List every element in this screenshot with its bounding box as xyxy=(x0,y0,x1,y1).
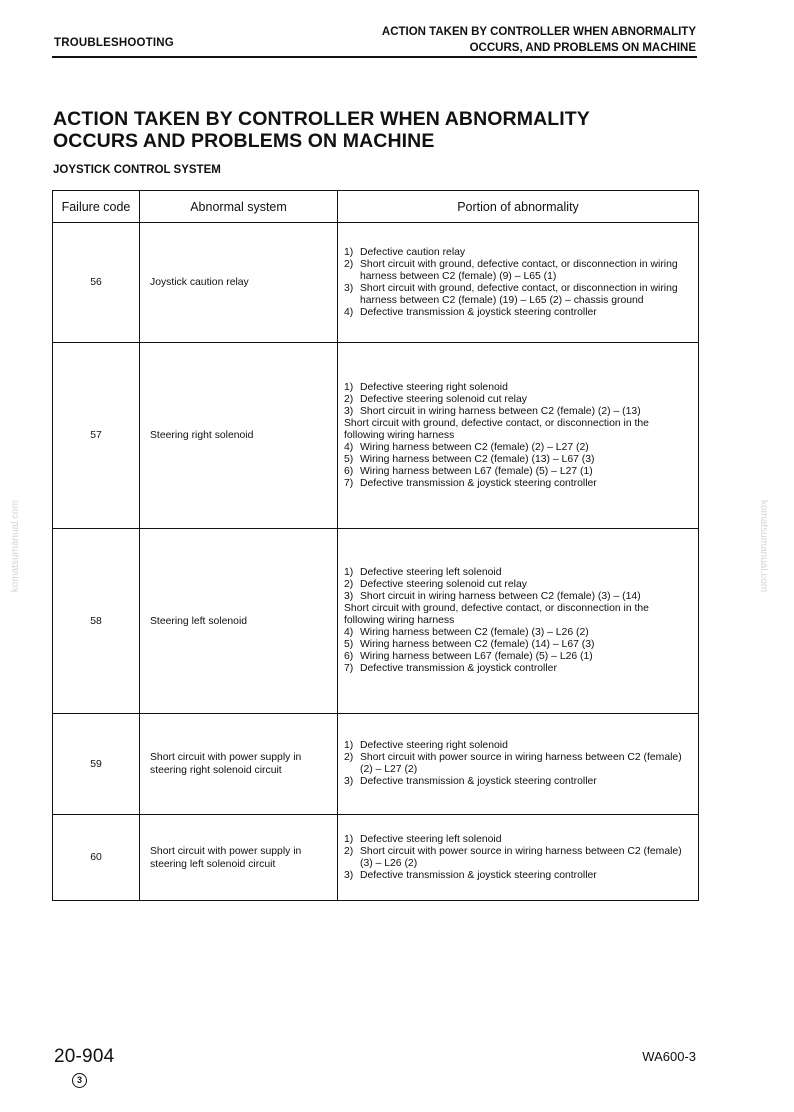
page-title xyxy=(53,108,590,152)
item-number: 4) xyxy=(344,627,354,638)
item-text: Defective caution relay xyxy=(360,246,466,258)
item-number: 6) xyxy=(344,465,354,477)
table-header-row xyxy=(53,191,699,223)
table-row xyxy=(53,343,699,529)
item-number: 1) xyxy=(344,833,354,845)
item-text: Defective steering right solenoid xyxy=(360,381,508,393)
abnormality-item xyxy=(344,567,690,579)
header-divider xyxy=(52,56,697,58)
portion-of-abnormality-cell xyxy=(338,343,699,529)
model-number: WA600-3 xyxy=(642,1049,696,1064)
abnormal-system-cell: Short circuit with power supply in steering right solenoid circuit xyxy=(140,714,338,815)
item-text: Wiring harness between C2 (female) (2) – L27 (2) xyxy=(360,441,589,453)
item-number: 2) xyxy=(344,845,354,857)
item-number: 2) xyxy=(344,579,354,590)
watermark-left: komatsumanual.com xyxy=(10,500,21,593)
abnormal-system-cell: Steering left solenoid xyxy=(140,529,338,714)
item-number: 1) xyxy=(344,246,354,258)
portion-of-abnormality-cell xyxy=(338,223,699,343)
item-number: 2) xyxy=(344,258,354,270)
portion-of-abnormality-cell xyxy=(338,529,699,714)
abnormality-item xyxy=(344,639,690,651)
abnormality-item xyxy=(344,591,690,603)
abnormality-item xyxy=(344,442,690,454)
header-title xyxy=(382,24,696,56)
item-number: 5) xyxy=(344,639,354,650)
page-title-line2: OCCURS AND PROBLEMS ON MACHINE xyxy=(53,130,435,152)
page-title-line1: ACTION TAKEN BY CONTROLLER WHEN ABNORMALITY xyxy=(53,108,590,130)
column-header-failure-code: Failure code xyxy=(53,191,140,223)
abnormality-note: Short circuit with ground, defective contact, or disconnection in the following wiring harness xyxy=(344,417,649,441)
abnormality-item xyxy=(344,259,690,283)
abnormality-item xyxy=(344,627,690,639)
abnormality-item xyxy=(344,478,690,490)
item-text: Defective transmission & joystick steering controller xyxy=(360,477,597,489)
item-text: Short circuit with power source in wiring harness between C2 (female) (2) – L27 (2) xyxy=(360,752,682,775)
item-text: Wiring harness between L67 (female) (5) – L26 (1) xyxy=(360,651,593,662)
item-text: Defective transmission & joystick steering controller xyxy=(360,306,597,318)
item-number: 5) xyxy=(344,453,354,465)
header-title-line2: OCCURS, AND PROBLEMS ON MACHINE xyxy=(469,42,696,54)
table-row xyxy=(53,815,699,901)
section-subtitle: JOYSTICK CONTROL SYSTEM xyxy=(53,164,221,176)
item-text: Defective transmission & joystick controller xyxy=(360,663,557,674)
header-title-line1: ACTION TAKEN BY CONTROLLER WHEN ABNORMALITY xyxy=(381,26,696,38)
abnormality-item xyxy=(344,752,690,776)
item-number: 1) xyxy=(344,381,354,393)
table-row xyxy=(53,714,699,815)
table-row xyxy=(53,223,699,343)
item-text: Short circuit with ground, defective contact, or disconnection in wiring harness between C2 (female) (19) – L65 (2) – chassis ground xyxy=(360,282,678,306)
item-number: 6) xyxy=(344,651,354,662)
abnormality-item xyxy=(344,579,690,591)
abnormality-item xyxy=(344,307,690,319)
item-text: Short circuit in wiring harness between C2 (female) (2) – (13) xyxy=(360,405,641,417)
item-text: Short circuit in wiring harness between C2 (female) (3) – (14) xyxy=(360,591,641,602)
item-number: 4) xyxy=(344,306,354,318)
item-number: 2) xyxy=(344,752,354,763)
item-text: Defective steering solenoid cut relay xyxy=(360,393,527,405)
column-header-portion: Portion of abnormality xyxy=(338,191,699,223)
item-number: 3) xyxy=(344,776,354,787)
item-number: 7) xyxy=(344,477,354,489)
abnormality-item xyxy=(344,466,690,478)
watermark-right: komatsumanual.com xyxy=(758,500,769,593)
failure-code-cell: 57 xyxy=(53,343,140,529)
abnormal-system-cell: Short circuit with power supply in steering left solenoid circuit xyxy=(140,815,338,901)
failure-code-cell: 59 xyxy=(53,714,140,815)
item-text: Defective steering solenoid cut relay xyxy=(360,579,527,590)
failure-code-table xyxy=(52,190,699,901)
item-text: Wiring harness between C2 (female) (14) – L67 (3) xyxy=(360,639,595,650)
abnormality-item xyxy=(344,663,690,675)
abnormality-item xyxy=(344,834,690,846)
item-text: Short circuit with ground, defective contact, or disconnection in wiring harness between C2 (female) (9) – L65 (1) xyxy=(360,258,678,282)
failure-code-cell: 58 xyxy=(53,529,140,714)
item-text: Defective steering left solenoid xyxy=(360,567,502,578)
header-section-label: TROUBLESHOOTING xyxy=(54,37,174,49)
abnormal-system-cell: Steering right solenoid xyxy=(140,343,338,529)
abnormality-item xyxy=(344,651,690,663)
abnormality-item xyxy=(344,394,690,406)
item-number: 3) xyxy=(344,869,354,881)
item-text: Defective transmission & joystick steering controller xyxy=(360,869,597,881)
table-row xyxy=(53,529,699,714)
item-number: 4) xyxy=(344,441,354,453)
item-number: 1) xyxy=(344,740,354,751)
abnormality-item xyxy=(344,454,690,466)
abnormality-item xyxy=(344,247,690,259)
page-number: 20-904 xyxy=(54,1046,115,1067)
item-number: 3) xyxy=(344,591,354,602)
abnormality-item xyxy=(344,283,690,307)
item-number: 1) xyxy=(344,567,354,578)
abnormality-item xyxy=(344,382,690,394)
abnormality-item xyxy=(344,870,690,882)
item-number: 3) xyxy=(344,405,354,417)
item-text: Defective steering left solenoid xyxy=(360,833,502,845)
abnormality-item xyxy=(344,740,690,752)
item-text: Defective steering right solenoid xyxy=(360,740,508,751)
item-text: Wiring harness between C2 (female) (3) – L26 (2) xyxy=(360,627,589,638)
failure-code-cell: 56 xyxy=(53,223,140,343)
portion-of-abnormality-cell xyxy=(338,714,699,815)
failure-code-cell: 60 xyxy=(53,815,140,901)
abnormality-note: Short circuit with ground, defective contact, or disconnection in the following wiring harness xyxy=(344,603,649,626)
abnormality-item xyxy=(344,776,690,788)
item-number: 3) xyxy=(344,282,354,294)
abnormality-item xyxy=(344,406,690,418)
item-text: Wiring harness between C2 (female) (13) – L67 (3) xyxy=(360,453,595,465)
portion-of-abnormality-cell xyxy=(338,815,699,901)
item-text: Short circuit with power source in wiring harness between C2 (female) (3) – L26 (2) xyxy=(360,845,682,869)
column-header-abnormal-system: Abnormal system xyxy=(140,191,338,223)
revision-badge: 3 xyxy=(72,1073,87,1088)
item-number: 7) xyxy=(344,663,354,674)
item-text: Wiring harness between L67 (female) (5) – L27 (1) xyxy=(360,465,593,477)
abnormal-system-cell: Joystick caution relay xyxy=(140,223,338,343)
item-number: 2) xyxy=(344,393,354,405)
abnormality-item xyxy=(344,846,690,870)
item-text: Defective transmission & joystick steering controller xyxy=(360,776,597,787)
